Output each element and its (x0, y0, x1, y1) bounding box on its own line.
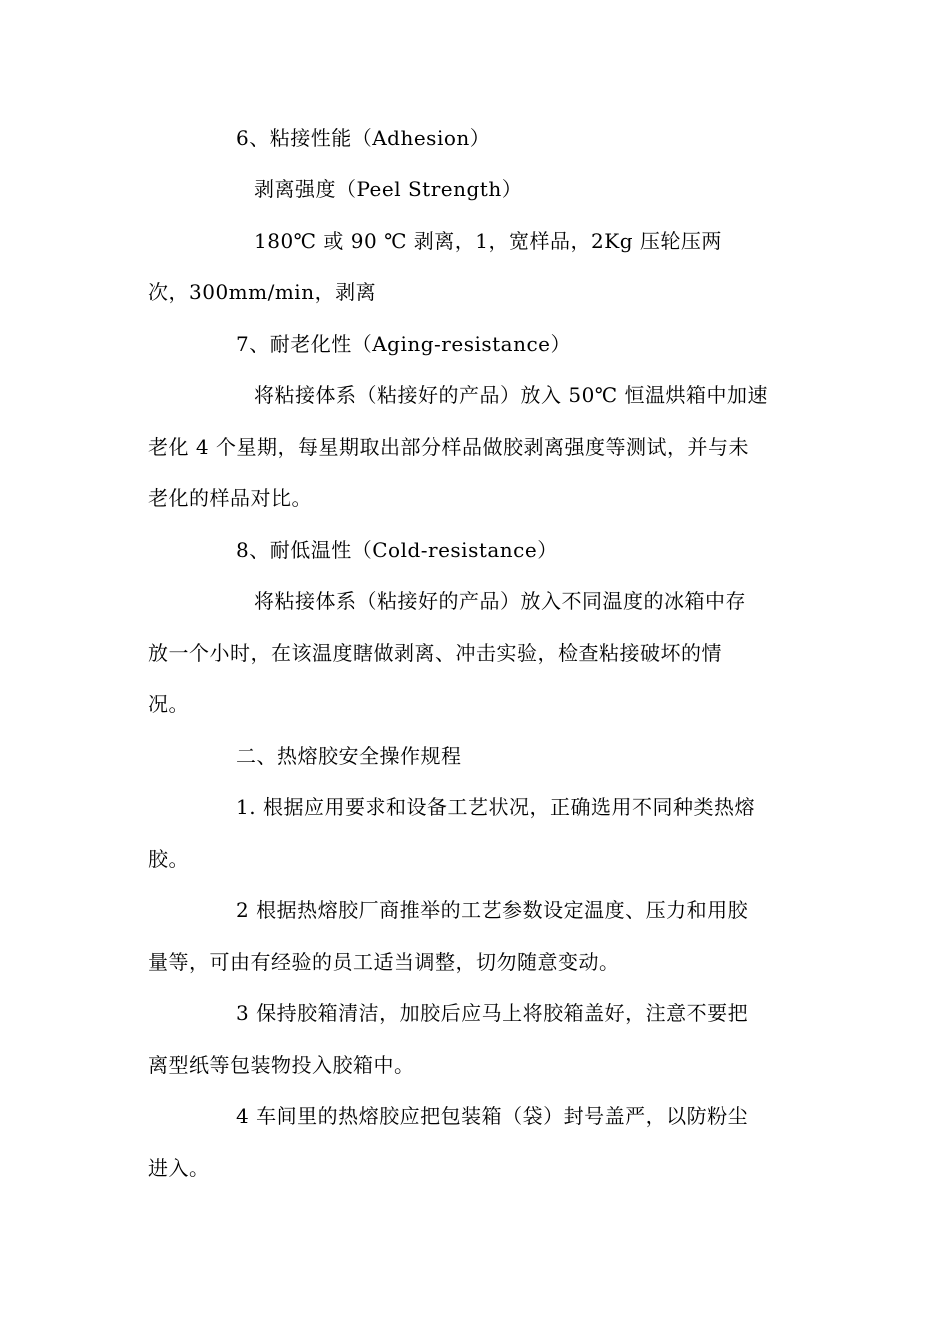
paragraph-line: 老化的样品对比。 (148, 486, 312, 510)
paragraph-line: 3 保持胶箱清洁，加胶后应马上将胶箱盖好，注意不要把 (236, 1001, 749, 1025)
paragraph-line: 离型纸等包装物投入胶箱中。 (148, 1053, 415, 1077)
paragraph-line: 胶。 (148, 847, 189, 871)
paragraph-line: 4 车间里的热熔胶应把包装箱（袋）封号盖严，以防粉尘 (236, 1104, 749, 1128)
subheading-peel-strength: 剥离强度（Peel Strength） (254, 177, 523, 201)
paragraph-line: 180℃ 或 90 ℃ 剥离，1，宽样品，2Kg 压轮压两 (254, 229, 722, 253)
paragraph-line: 次，300mm/min，剥离 (148, 280, 377, 304)
paragraph-line: 进入。 (148, 1156, 210, 1180)
paragraph-line: 2 根据热熔胶厂商推举的工艺参数设定温度、压力和用胶 (236, 898, 749, 922)
paragraph-line: 1. 根据应用要求和设备工艺状况，正确选用不同种类热熔 (236, 795, 755, 819)
paragraph-line: 放一个小时，在该温度瞎做剥离、冲击实验，检查粘接破坏的情 (148, 641, 722, 665)
heading-cold-resistance: 8、耐低温性（Cold-resistance） (236, 538, 558, 562)
paragraph-line: 老化 4 个星期，每星期取出部分样品做胶剥离强度等测试，并与未 (148, 435, 749, 459)
section-heading-safety: 二、热熔胶安全操作规程 (236, 744, 462, 768)
paragraph-line: 况。 (148, 692, 189, 716)
paragraph-line: 量等，可由有经验的员工适当调整，切勿随意变动。 (148, 950, 620, 974)
paragraph-line: 将粘接体系（粘接好的产品）放入不同温度的冰箱中存 (254, 589, 746, 613)
heading-aging-resistance: 7、耐老化性（Aging-resistance） (236, 332, 572, 356)
paragraph-line: 将粘接体系（粘接好的产品）放入 50℃ 恒温烘箱中加速 (254, 383, 769, 407)
heading-adhesion: 6、粘接性能（Adhesion） (236, 126, 491, 150)
